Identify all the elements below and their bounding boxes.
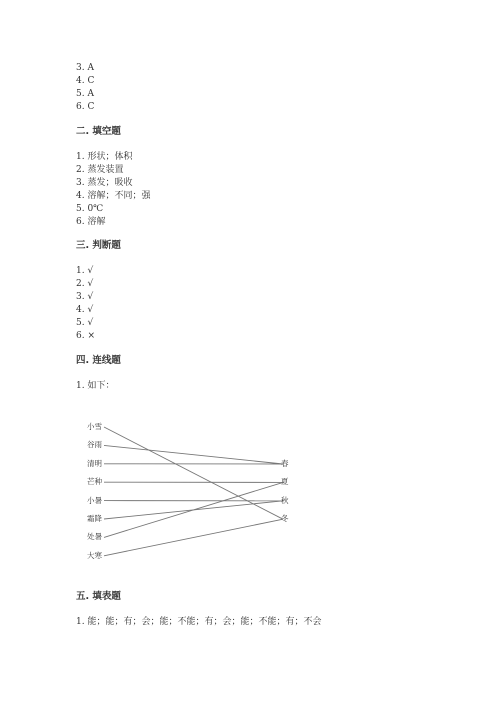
solar-term-label: 芒种 <box>87 477 102 487</box>
answer-line-1-5: 5. A <box>76 89 94 99</box>
connection-line-8 <box>104 519 283 556</box>
answer-line-2-6: 6. 溶解 <box>76 217 106 227</box>
section-heading-matching: 四. 连线题 <box>76 355 121 366</box>
answer-line-3-1: 1. √ <box>76 266 94 276</box>
answer-line-3-4: 4. √ <box>76 305 94 315</box>
connection-line-7 <box>104 482 283 537</box>
solar-term-label: 小雪 <box>87 422 102 431</box>
season-label: 夏 <box>281 477 289 487</box>
section-heading-table-fill: 五. 填表题 <box>76 591 121 602</box>
answer-line-3-6: 6. × <box>76 331 95 341</box>
season-label: 春 <box>281 459 289 468</box>
solar-term-label: 霜降 <box>87 514 102 523</box>
answer-line-3-2: 2. √ <box>76 279 94 289</box>
answer-line-2-4: 4. 溶解；不同；强 <box>76 191 151 201</box>
section-heading-fill-blank: 二. 填空题 <box>76 126 121 137</box>
answer-line-2-2: 2. 蒸发装置 <box>76 165 124 175</box>
section-heading-true-false: 三. 判断题 <box>76 240 121 251</box>
season-label: 秋 <box>281 495 289 505</box>
answer-line-5-1: 1. 能；能；有；会；能；不能；有；会；能；不能；有；不会 <box>76 617 322 627</box>
answer-line-2-1: 1. 形状；体积 <box>76 152 133 162</box>
solar-term-label: 大寒 <box>87 550 102 560</box>
answer-line-1-4: 4. C <box>76 76 95 86</box>
answer-line-1-3: 3. A <box>76 63 94 73</box>
answer-line-2-3: 3. 蒸发；吸收 <box>76 178 133 188</box>
season-label: 冬 <box>281 514 289 524</box>
solar-term-label: 小暑 <box>87 495 102 505</box>
solar-term-label: 处暑 <box>87 532 102 542</box>
connection-line-1 <box>104 427 283 519</box>
connection-line-2 <box>104 445 283 464</box>
solar-term-label: 谷雨 <box>87 440 102 450</box>
answer-line-3-5: 5. √ <box>76 318 94 328</box>
matching-intro: 1. 如下： <box>76 381 115 391</box>
answer-line-3-3: 3. √ <box>76 292 94 302</box>
solar-term-label: 清明 <box>87 458 102 468</box>
answer-line-2-5: 5. 0℃ <box>76 204 104 214</box>
answer-line-1-6: 6. C <box>76 102 95 112</box>
